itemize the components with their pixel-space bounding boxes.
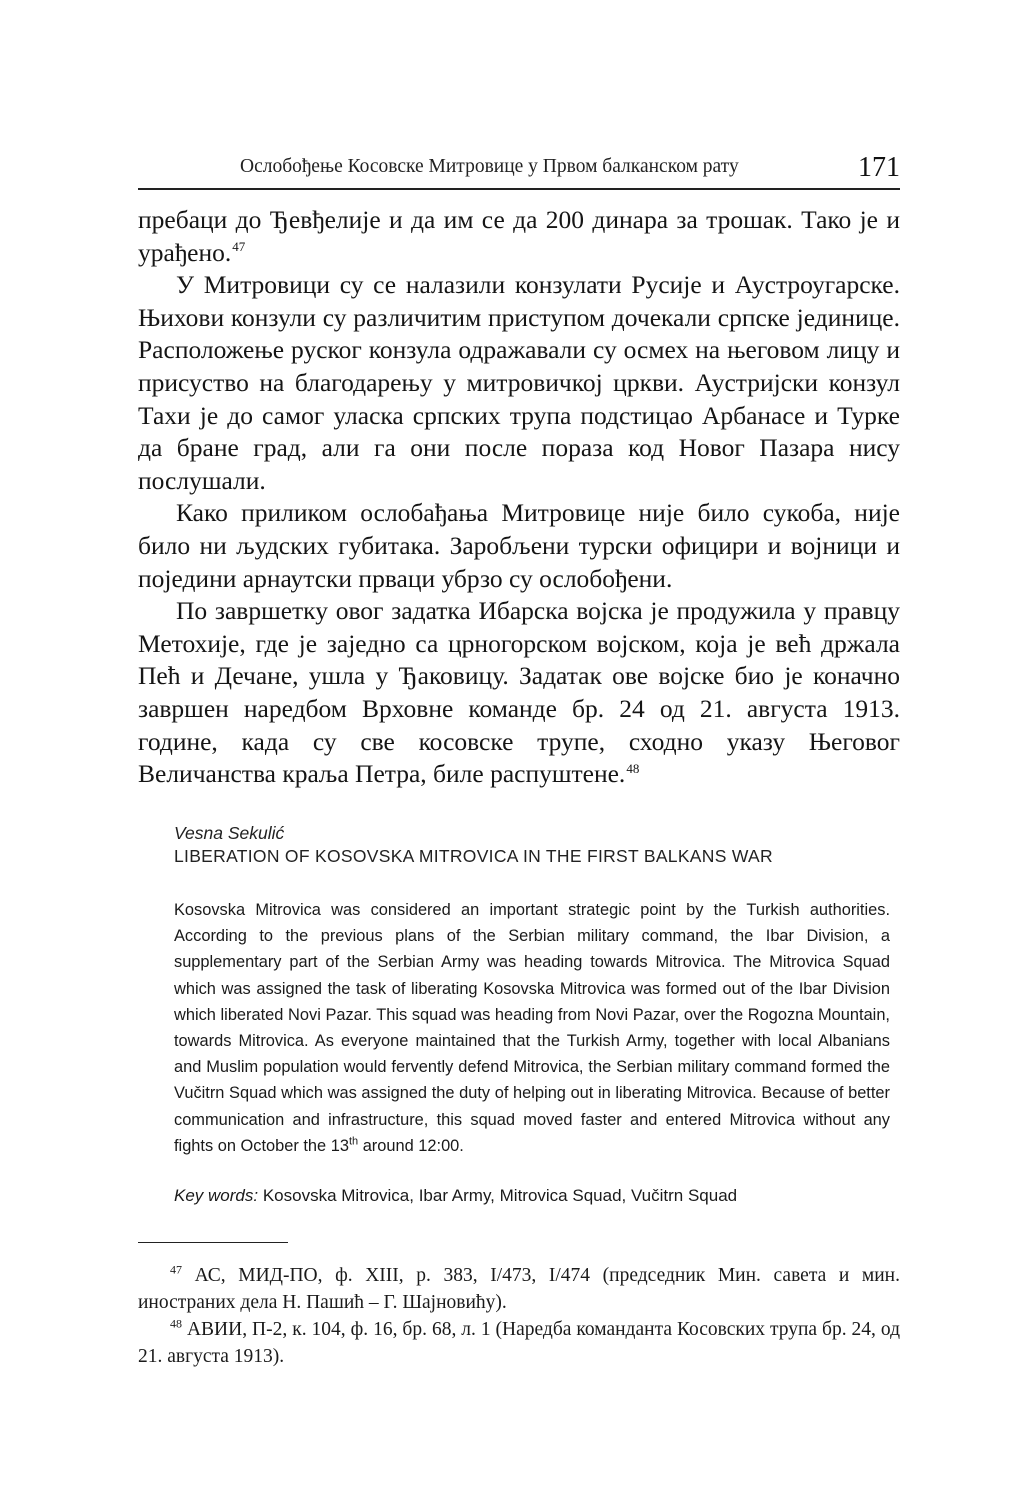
keywords-label: Key words: [174, 1186, 259, 1205]
footnote-number: 47 [170, 1262, 182, 1277]
paragraph-3: Како приликом ослобађања Митровице није било сукоба, није било ни људских губитака. Заробљени турски официри и војници и поједини арнаутски прваци убрзо су ослобођени. [138, 498, 900, 593]
running-header [138, 152, 900, 190]
footnotes [138, 1262, 900, 1370]
footnote-text: АВИИ, П-2, к. 104, ф. 16, бр. 68, л. 1 (Наредба команданта Косовских трупа бр. 24, од 21. августа 1913). [138, 1319, 901, 1367]
footnote-divider [138, 1242, 288, 1243]
footnote-48 [138, 1316, 900, 1370]
footnote-47 [138, 1262, 900, 1316]
abstract-text-end: around 12:00. [358, 1136, 464, 1155]
footnote-number: 48 [170, 1316, 182, 1331]
article-body [138, 204, 900, 791]
abstract-summary [174, 897, 890, 1159]
running-title: Ослобођење Косовске Митровице у Првом балканском рату [240, 156, 739, 177]
paragraph-1-text: пребаци до Ђевђелије и да им се да 200 динара за трошак. Тако је и урађено. [138, 205, 900, 267]
paragraph-4-text: По завршетку овог задатка Ибарска војска је продужила у правцу Метохије, где је заједно са црногорском војском, која је већ држала Пећ и Дечане, ушла у Ђаковицу. Задатак ове војске био је коначно завршен наредбом Врховне команде бр. 24 од 21. августа 1913. године, када су све косовске трупе, сходно указу Његовог Величанства краља Петра, биле распуштене. [138, 596, 900, 789]
paragraph-4 [138, 595, 900, 791]
page-number: 171 [858, 152, 900, 183]
footnote-text: АС, МИД-ПО, ф. XIII, р. 383, I/473, I/474 (председник Мин. савета и мин. иностраних дела Н. Пашић – Г. Шајновићу). [138, 1265, 900, 1313]
paragraph-1 [138, 204, 900, 269]
ordinal-suffix: th [348, 1135, 359, 1148]
abstract-text: Kosovska Mitrovica was considered an important strategic point by the Turkish authorities. According to the previous plans of the Serbian military command, the Ibar Division, a supplementary part of the Serbian Army was heading towards Mitrovica. The Mitrovica Squad which was assigned the task of liberating Kosovska Mitrovica was formed out of the Ibar Division which liberated Novi Pazar. This squad was heading from Novi Pazar, over the Rogozna Mountain, towards Mitrovica. As everyone maintained that the Turkish Army, together with local Albanians and Muslim population would fervently defend Mitrovica, the Serbian military command formed the Vučitrn Squad which was assigned the duty of helping out in liberating Mitrovica. Because of better communication and infrastructure, this squad moved faster and entered Mitrovica without any fights on October the 13 [174, 901, 890, 1155]
footnote-ref-47: 47 [232, 239, 246, 255]
keywords [174, 1186, 890, 1206]
footnote-ref-48: 48 [626, 760, 640, 776]
paragraph-2: У Митровици су се налазили конзулати Русије и Аустроугарске. Њихови конзули су различитим приступом дочекали српске јединице. Расположење руског конзула одражавали су осмех на његовом лицу и присуство на благодарењу у митровичкој цркви. Аустријски конзул Тахи је до самог уласка српских трупа подстицао Арбанасе и Турке да бране град, али га они после пораза код Новог Пазара нису послушали. [138, 270, 900, 495]
abstract-author: Vesna Sekulić [174, 823, 285, 843]
keywords-list: Kosovska Mitrovica, Ibar Army, Mitrovica Squad, Vučitrn Squad [262, 1186, 738, 1205]
abstract-title: LIBERATION OF KOSOVSKA MITROVICA IN THE FIRST BALKANS WAR [174, 846, 773, 866]
